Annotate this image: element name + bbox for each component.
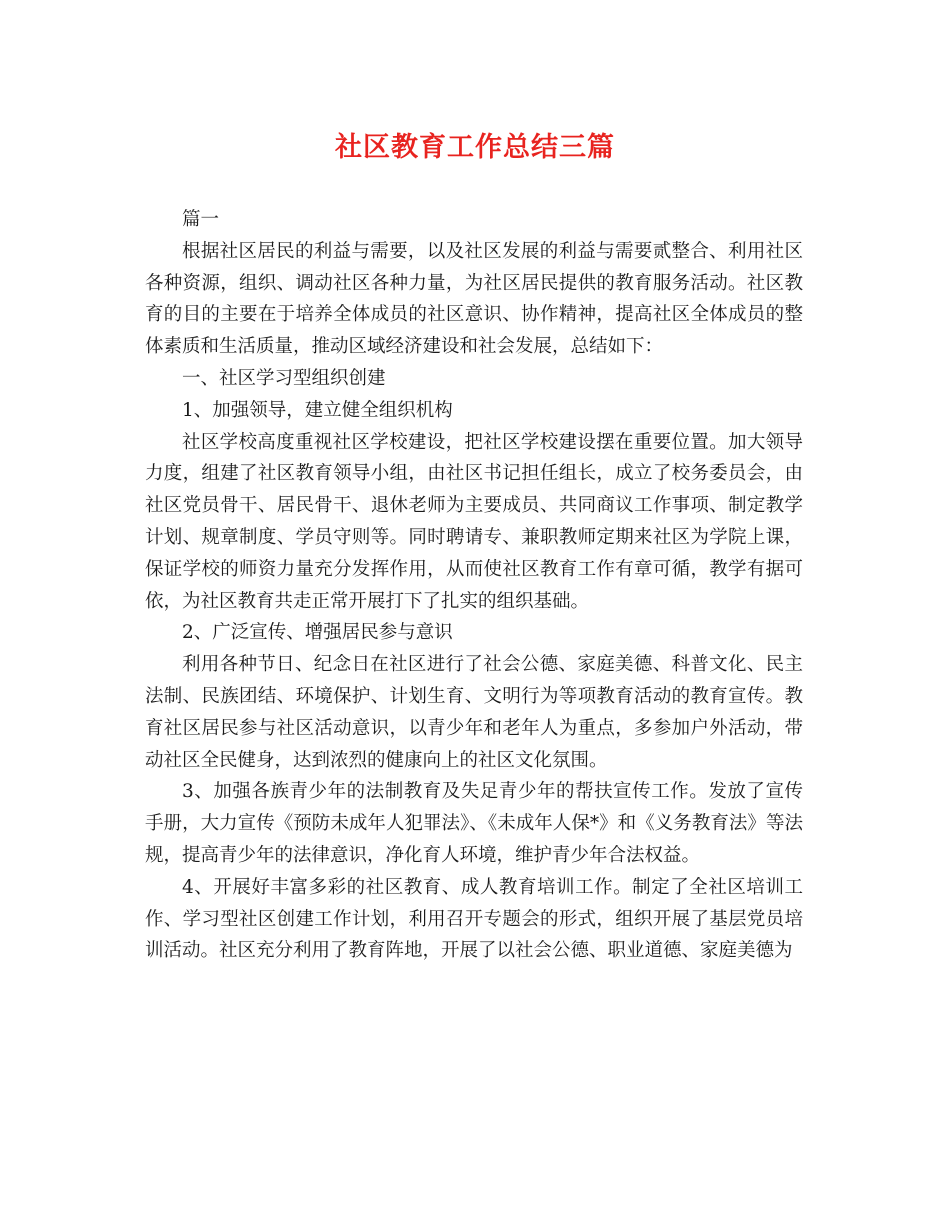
paragraph-leadership: 社区学校高度重视社区学校建设，把社区学校建设摆在重要位置。加大领导力度，组建了社区教育领导小组，由社区书记担任组长，成立了校务委员会，由社区党员骨干、居民骨干、退休老师为主要成员、共同商议工作事项、制定教学计划、规章制度、学员守则等。同时聘请专、兼职教师定期来社区为学院上课，保证学校的师资力量充分发挥作用，从而使社区教育工作有章可循，教学有据可依，为社区教育共走正常开展打下了扎实的组织基础。	[145, 431, 803, 612]
document-title: 社区教育工作总结三篇	[335, 132, 615, 163]
paragraph-legal-education: 3、加强各族青少年的法制教育及失足青少年的帮扶宣传工作。发放了宣传手册，大力宣传《预防未成年人犯罪法》、《未成年人保*》和《义务教育法》等法规，提高青少年的法律意识，净化育人环境，维护青少年合法权益。	[145, 781, 803, 866]
document-body	[145, 204, 803, 967]
paragraph-publicity: 利用各种节日、纪念日在社区进行了社会公德、家庭美德、科普文化、民主法制、民族团结、环境保护、计划生育、文明行为等项教育活动的教育宣传。教育社区居民参与社区活动意识，以青少年和老年人为重点，多参加户外活动，带动社区全民健身，达到浓烈的健康向上的社区文化氛围。	[145, 654, 803, 771]
subheading-publicity: 2、广泛宣传、增强居民参与意识	[182, 622, 453, 644]
paragraph-training: 4、开展好丰富多彩的社区教育、成人教育培训工作。制定了全社区培训工作、学习型社区创建工作计划，利用召开专题会的形式，组织开展了基层党员培训活动。社区充分利用了教育阵地，开展了以社会公德、职业道德、家庭美德为	[145, 876, 803, 962]
section-heading-part-one: 篇一	[182, 209, 220, 230]
section-heading-learning-organization: 一、社区学习型组织创建	[182, 367, 386, 389]
subheading-leadership: 1、加强领导，建立健全组织机构	[182, 399, 453, 421]
paragraph-introduction: 根据社区居民的利益与需要，以及社区发展的利益与需要贰整合、利用社区各种资源，组织、调动社区各种力量，为社区居民提供的教育服务活动。社区教育的目的主要在于培养全体成员的社区意识、协作精神，提高社区全体成员的整体素质和生活质量，推动区域经济建设和社会发展，总结如下：	[145, 240, 803, 358]
